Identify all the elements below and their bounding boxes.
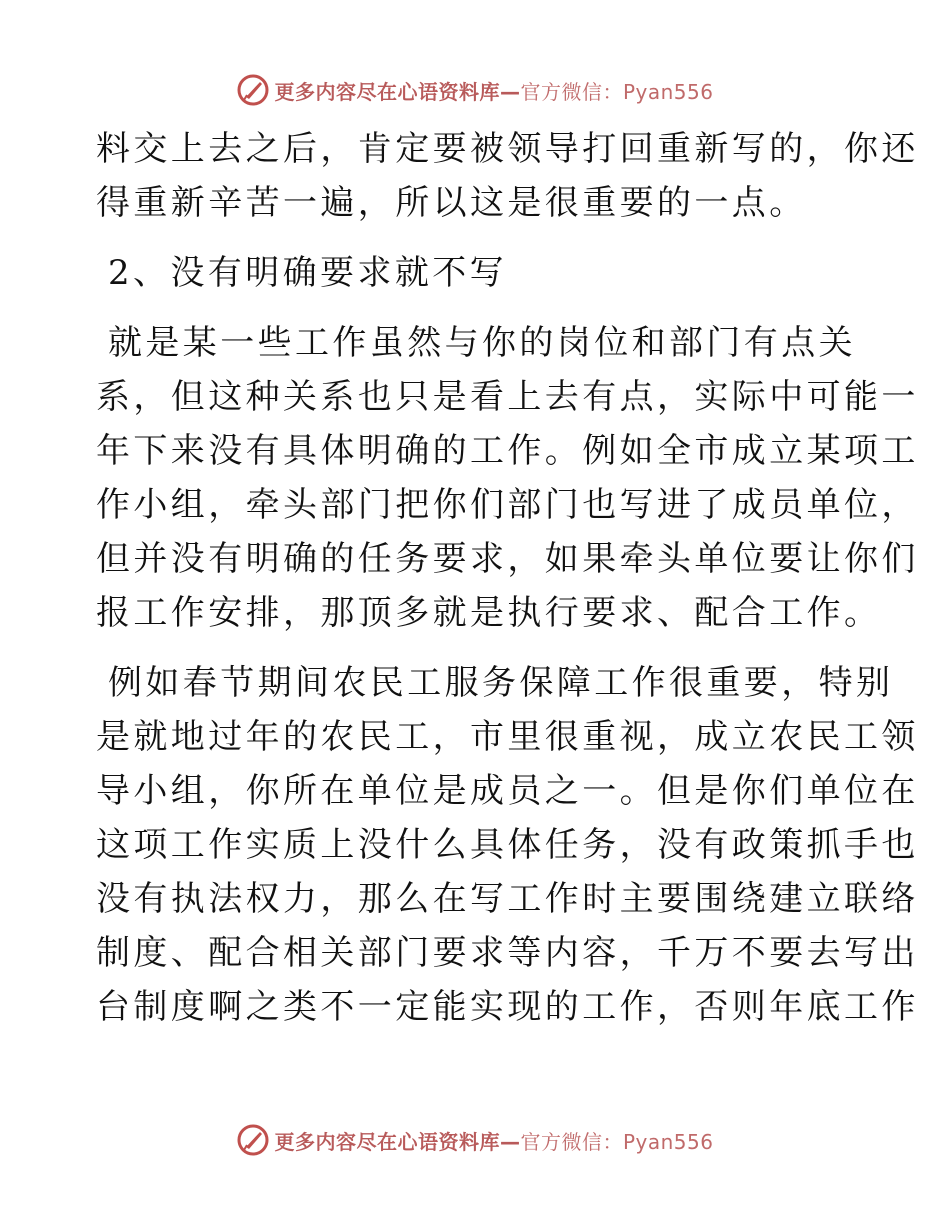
document-body [96, 122, 919, 1034]
watermark-wechat-text: 官方微信：Pyan556 [520, 79, 714, 104]
paragraph-line: 但并没有明确的任务要求，如果牵头单位要让你们 [96, 539, 919, 579]
paragraph-line: 没有执法权力，那么在写工作时主要围绕建立联络 [96, 879, 919, 919]
paragraph-line: 制度、配合相关部门要求等内容，千万不要去写出 [96, 933, 919, 973]
section-heading: 2、没有明确要求就不写 [108, 253, 508, 293]
paragraph-line: 是就地过年的农民工，市里很重视，成立农民工领 [96, 717, 919, 757]
paragraph-line: 台制度啊之类不一定能实现的工作，否则年底工作 [96, 987, 919, 1027]
paragraph-line: 系，但这种关系也只是看上去有点，实际中可能一 [96, 377, 919, 417]
quill-logo-icon [236, 73, 270, 107]
watermark-library-text: 更多内容尽在心语资料库— [274, 1129, 521, 1154]
paragraph-line: 得重新辛苦一遍，所以这是很重要的一点。 [96, 183, 807, 223]
paragraph-line: 作小组，牵头部门把你们部门也写进了成员单位， [96, 485, 919, 525]
footer-watermark-banner [0, 1120, 950, 1160]
paragraph-line: 就是某一些工作虽然与你的岗位和部门有点关 [108, 323, 856, 363]
paragraph-line: 报工作安排，那顶多就是执行要求、配合工作。 [96, 593, 882, 633]
quill-logo-icon [236, 1123, 270, 1157]
watermark-wechat-text: 官方微信：Pyan556 [520, 1129, 714, 1154]
watermark-text [274, 76, 713, 105]
paragraph-line: 料交上去之后，肯定要被领导打回重新写的，你还 [96, 129, 919, 169]
paragraph-line: 导小组，你所在单位是成员之一。但是你们单位在 [96, 771, 919, 811]
paragraph-line: 年下来没有具体明确的工作。例如全市成立某项工 [96, 431, 919, 471]
paragraph-line: 例如春节期间农民工服务保障工作很重要，特别 [108, 663, 894, 703]
header-watermark-banner [0, 70, 950, 110]
watermark-text [274, 1126, 713, 1155]
watermark-library-text: 更多内容尽在心语资料库— [274, 79, 521, 104]
paragraph-line: 这项工作实质上没什么具体任务，没有政策抓手也 [96, 825, 919, 865]
